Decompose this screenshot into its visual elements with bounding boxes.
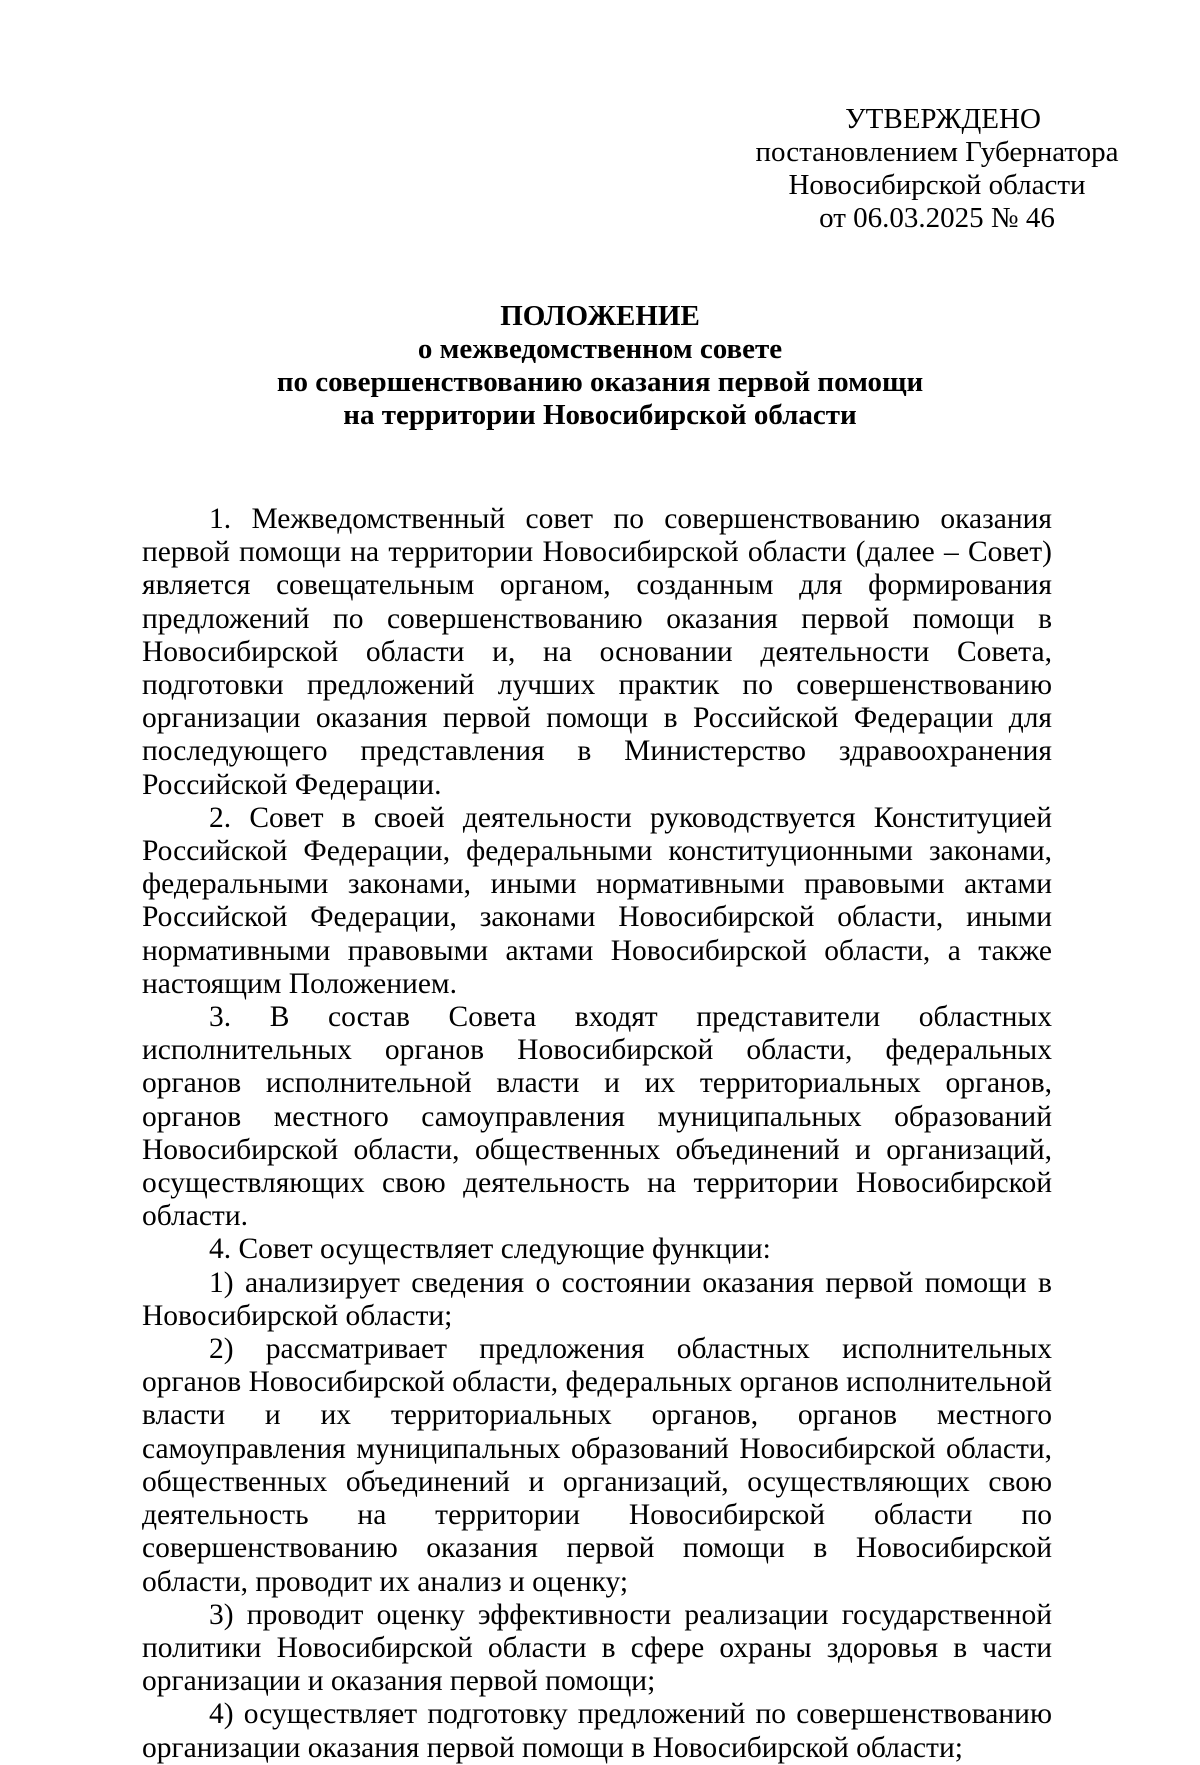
- approval-date-number: от 06.03.2025 № 46: [819, 202, 1055, 234]
- paragraph-4: 4. Совет осуществляет следующие функции:: [209, 1233, 771, 1266]
- paragraph-2: 2. Совет в своей деятельности руководствуется Конституцией Российской Федерации, федеральными конституционными законами, федеральными законами, иными нормативными правовыми актами Российской Федерации, законами Новосибирской области, иными нормативными правовыми актами Новосибирской области, а также настоящим Положением.: [142, 801, 1052, 1000]
- function-item-1: 1) анализирует сведения о состоянии оказания первой помощи в Новосибирской области;: [142, 1266, 1052, 1332]
- title-line-4: на территории Новосибирской области: [343, 399, 857, 431]
- paragraph-1: 1. Межведомственный совет по совершенствованию оказания первой помощи на территории Новосибирской области (далее – Совет) является совещательным органом, созданным для формирования предложений по совершенствованию оказания первой помощи в Новосибирской области и, на основании деятельности Совета, подготовки предложений лучших практик по совершенствованию организации оказания первой помощи в Российской Федерации для последующего представления в Министерство здравоохранения Российской Федерации.: [142, 503, 1052, 801]
- function-item-2: 2) рассматривает предложения областных исполнительных органов Новосибирской области, федеральных органов исполнительной власти и их территориальных органов, органов местного самоуправления муниципальных образований Новосибирской области, общественных объединений и организаций, осуществляющих свою деятельность на территории Новосибирской области по совершенствованию оказания первой помощи в Новосибирской области, проводит их анализ и оценку;: [142, 1333, 1052, 1598]
- approval-heading: УТВЕРЖДЕНО: [845, 103, 1041, 135]
- document-body: [142, 503, 1052, 1765]
- title-line-2: о межведомственном совете: [417, 333, 783, 365]
- title-line-1: ПОЛОЖЕНИЕ: [500, 300, 700, 332]
- approval-region-line: Новосибирской области: [788, 169, 1086, 201]
- approval-decree-line: постановлением Губернатора: [755, 136, 1119, 168]
- document-title: [140, 300, 1060, 432]
- function-item-4: 4) осуществляет подготовку предложений по совершенствованию организации оказания первой помощи в Новосибирской области;: [142, 1698, 1052, 1764]
- paragraph-3: 3. В состав Совета входят представители областных исполнительных органов Новосибирской области, федеральных органов исполнительной власти и их территориальных органов, органов местного самоуправления муниципальных образований Новосибирской области, общественных объединений и организаций, осуществляющих свою деятельность на территории Новосибирской области.: [142, 1001, 1052, 1233]
- approval-stamp: [752, 103, 1122, 235]
- function-item-3: 3) проводит оценку эффективности реализации государственной политики Новосибирской области в сфере охраны здоровья в части организации и оказания первой помощи;: [142, 1598, 1052, 1698]
- title-line-3: по совершенствованию оказания первой помощи: [276, 366, 924, 398]
